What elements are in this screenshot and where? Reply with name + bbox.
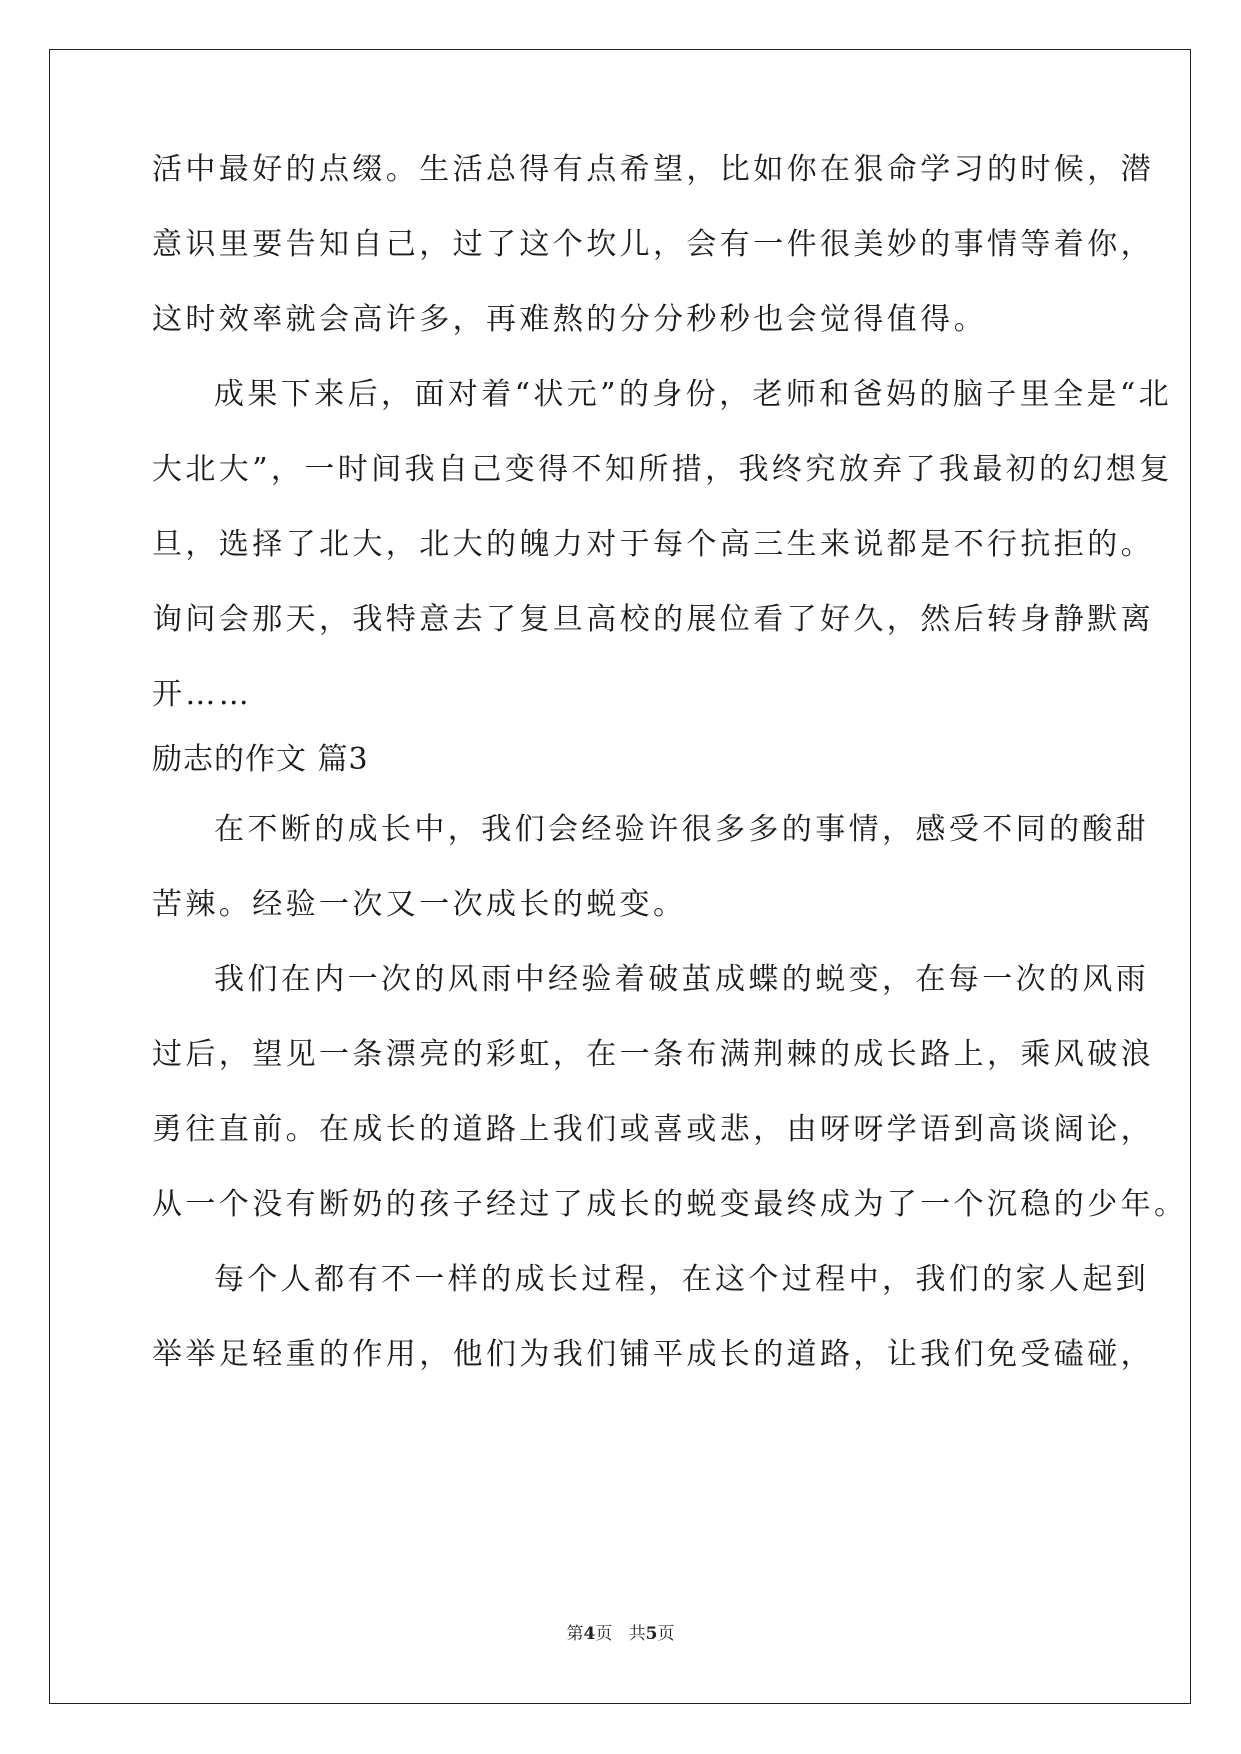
paragraph-line: 过后，望见一条漂亮的彩虹，在一条布满荆棘的成长路上，乘风破浪 [152,1037,1154,1072]
page-number-current: 4 [583,1624,596,1644]
section-heading: 励志的作文 篇3 [152,742,369,777]
paragraph-line: 勇往直前。在成长的道路上我们或喜或悲，由呀呀学语到高谈阔论， [152,1112,1154,1147]
paragraph-line: 询问会那天，我特意去了复旦高校的展位看了好久，然后转身静默离 [152,602,1154,637]
paragraph-line: 从一个没有断奶的孩子经过了成长的蜕变最终成为了一个沉稳的少年。 [152,1187,1188,1222]
paragraph-line: 旦，选择了北大，北大的魄力对于每个高三生来说都是不行抗拒的。 [152,527,1154,562]
paragraph-line: 成果下来后，面对着“状元”的身份，老师和爸妈的脑子里全是“北 [214,377,1173,412]
page-border [49,49,1191,1704]
page-number-suffix: 页 [657,1624,675,1644]
paragraph-line: 每个人都有不一样的成长过程，在这个过程中，我们的家人起到 [214,1262,1150,1297]
paragraph-line: 意识里要告知自己，过了这个坎儿，会有一件很美妙的事情等着你， [152,227,1154,262]
paragraph-line: 活中最好的点缀。生活总得有点希望，比如你在狠命学习的时候，潜 [152,152,1154,187]
page-number-total: 5 [645,1624,658,1644]
page-number-mid: 页 共 [595,1624,646,1644]
page-footer [0,1622,1241,1646]
paragraph-line: 在不断的成长中，我们会经验许很多多的事情，感受不同的酸甜 [214,812,1150,847]
paragraph-line: 举举足轻重的作用，他们为我们铺平成长的道路，让我们免受磕碰， [152,1337,1154,1372]
paragraph-line: 苦辣。经验一次又一次成长的蜕变。 [152,887,687,922]
page-number-prefix: 第 [566,1624,584,1644]
paragraph-line: 大北大”，一时间我自己变得不知所措，我终究放弃了我最初的幻想复 [152,452,1173,487]
paragraph-line: 这时效率就会高许多，再难熬的分分秒秒也会觉得值得。 [152,302,987,337]
paragraph-line: 我们在内一次的风雨中经验着破茧成蝶的蜕变，在每一次的风雨 [214,962,1150,997]
paragraph-line: 开…… [152,677,253,712]
